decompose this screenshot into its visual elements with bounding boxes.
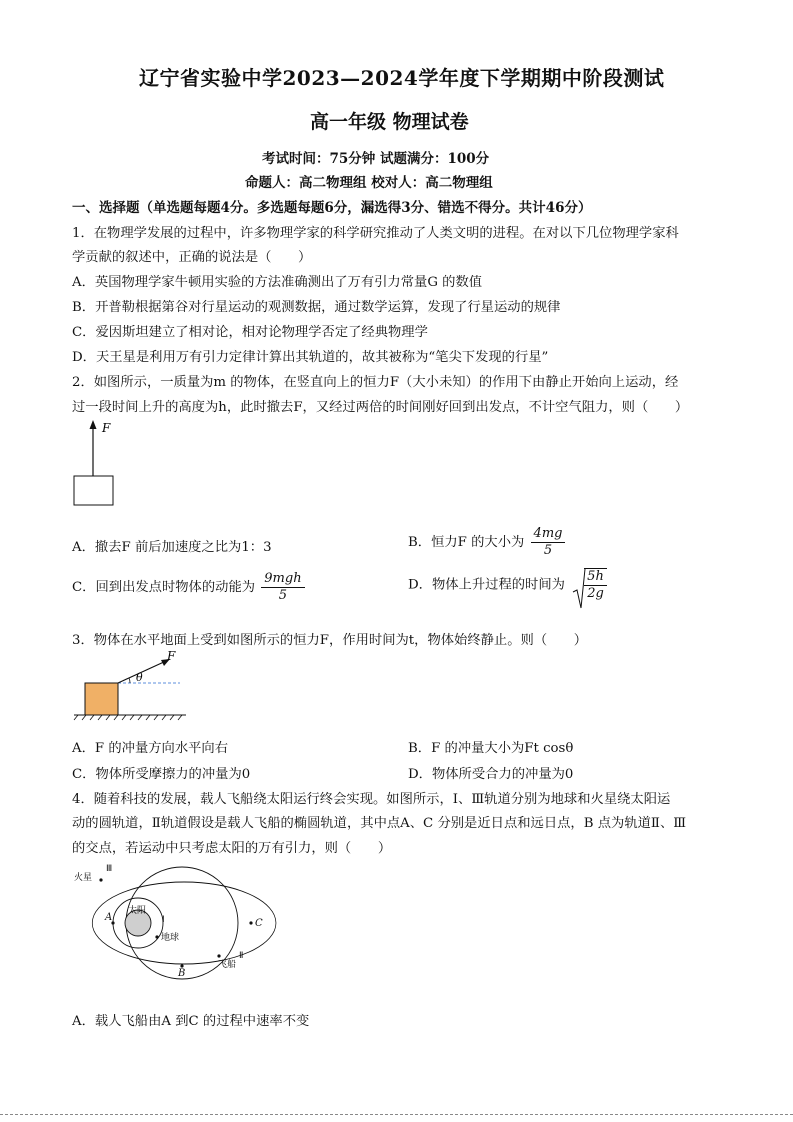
ship-orbit	[92, 882, 276, 964]
q1-option-d: D．天王星是利用万有引力定律计算出其轨道的，故其被称为“笔尖下发现的行星”	[72, 350, 549, 365]
fraction-denominator: 2g	[587, 586, 604, 601]
fraction-numerator: 4mg	[531, 526, 566, 543]
ground-hatch	[74, 715, 182, 720]
orbit-2-label: Ⅱ	[239, 951, 244, 961]
ship-label: 飞船	[218, 960, 237, 970]
mars-label: 火星	[74, 873, 93, 883]
force-arrowhead	[90, 420, 97, 429]
q4-stem-line2: 动的圆轨道，Ⅱ轨道假设是载人飞船的椭圆轨道，其中点A、C 分别是近日点和远日点，B 点为轨道Ⅱ、Ⅲ	[72, 816, 687, 831]
point-b-label: B	[178, 968, 186, 979]
point-c-dot	[249, 921, 252, 924]
q2-option-c	[72, 571, 305, 604]
q2-option-d-fraction	[584, 569, 607, 602]
exam-info: 考试时间：75分钟 试题满分：100分	[262, 151, 490, 167]
mars-dot	[99, 878, 102, 881]
q4-orbit-figure	[68, 860, 278, 980]
q2-option-c-prefix: C．回到出发点时物体的动能为	[72, 580, 256, 595]
q2-stem-line2: 过一段时间上升的高度为h，此时撤去F，又经过两倍的时间刚好回到出发点，不计空气阻力，则（ ）	[72, 400, 689, 415]
orbit-1-label: Ⅰ	[162, 915, 165, 925]
q2-option-b	[408, 526, 565, 559]
q1-stem-line1: 1．在物理学发展的过程中，许多物理学家的科学研究推动了人类文明的进程。在对以下几位物理学家科	[72, 226, 679, 241]
exam-authors: 命题人：高二物理组 校对人：高二物理组	[245, 175, 493, 191]
q1-option-a: A．英国物理学家牛顿用实验的方法准确测出了万有引力常量G 的数值	[72, 275, 483, 290]
q4-stem-line3: 的交点，若运动中只考虑太阳的万有引力，则（ ）	[72, 841, 392, 856]
q1-stem-line2: 学贡献的叙述中，正确的说法是（ ）	[72, 250, 312, 265]
fraction-numerator: 9mgh	[261, 571, 304, 588]
block	[74, 476, 113, 505]
q4-stem-line1: 4．随着科技的发展，载人飞船绕太阳运行终会实现。如图所示，Ⅰ、Ⅲ轨道分别为地球和火星绕太阳运	[72, 792, 671, 807]
q2-figure	[70, 418, 130, 510]
force-label: F	[167, 649, 176, 663]
q3-figure	[70, 648, 190, 722]
point-a-label: A	[105, 912, 113, 923]
page-subtitle: 高一年级 物理试卷	[310, 111, 469, 133]
section-heading: 一、选择题（单选题每题4分。多选题每题6分，漏选得3分、错选不得分。共计46分）	[72, 200, 592, 216]
q1-option-c: C．爱因斯坦建立了相对论，相对论物理学否定了经典物理学	[72, 325, 428, 340]
q2-option-d-prefix: D．物体上升过程的时间为	[408, 577, 565, 593]
q3-option-c: C．物体所受摩擦力的冲量为0	[72, 767, 251, 782]
q2-option-b-fraction	[531, 526, 566, 559]
earth-dot	[155, 935, 158, 938]
orbit-3-label: Ⅲ	[106, 864, 113, 874]
ship-dot	[217, 954, 220, 957]
fraction-numerator: 5h	[584, 569, 607, 586]
earth-label: 地球	[161, 933, 180, 943]
q3-option-b: B．F 的冲量大小为Ft cosθ	[408, 741, 574, 756]
angle-label: θ	[136, 671, 143, 684]
page-bottom-rule	[0, 1114, 793, 1115]
sqrt-sign	[572, 568, 586, 610]
q1-option-b: B．开普勒根据第谷对行星运动的观测数据，通过数学运算，发现了行星运动的规律	[72, 300, 561, 315]
point-c-label: C	[255, 918, 263, 929]
q2-option-c-fraction	[261, 571, 304, 604]
q4-option-a: A．载人飞船由A 到C 的过程中速率不变	[72, 1014, 310, 1029]
q2-stem-line1: 2．如图所示，一质量为m 的物体，在竖直向上的恒力F（大小未知）的作用下由静止开始向上运动，经	[72, 375, 679, 390]
q3-option-d: D．物体所受合力的冲量为0	[408, 767, 574, 782]
q2-option-d	[408, 568, 607, 602]
q3-option-a: A．F 的冲量方向水平向右	[72, 741, 229, 756]
sun-label: 太阳	[128, 906, 147, 916]
fraction-denominator: 5	[278, 588, 288, 603]
q3-stem: 3．物体在水平地面上受到如图所示的恒力F，作用时间为t，物体始终静止。则（ ）	[72, 633, 588, 648]
page-title: 辽宁省实验中学2023—2024学年度下学期期中阶段测试	[139, 66, 665, 90]
block	[85, 683, 118, 715]
angle-arc	[129, 678, 130, 683]
q2-option-d-sqrt	[572, 568, 607, 602]
fraction-denominator: 5	[543, 543, 553, 558]
force-label: F	[102, 421, 111, 435]
q2-option-a: A．撤去F 前后加速度之比为1：3	[72, 540, 272, 555]
q2-option-b-prefix: B．恒力F 的大小为	[408, 535, 525, 550]
